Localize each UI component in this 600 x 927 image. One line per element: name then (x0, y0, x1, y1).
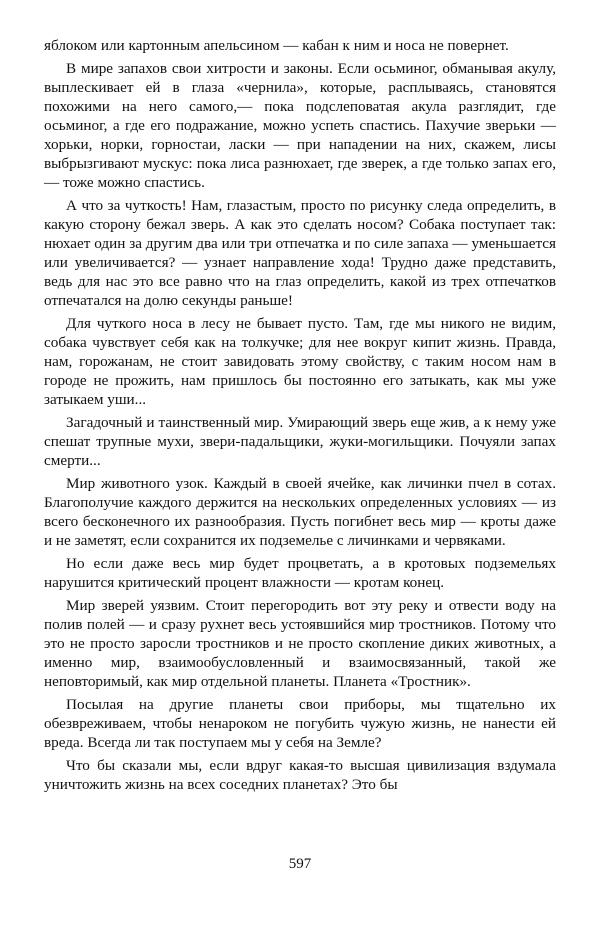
paragraph-8: Мир зверей уязвим. Стоит перегородить вот эту реку и отвести воду на полив полей — и сразу рухнет весь устоявшийся мир тростников. Потому что это не просто заросли тростников и не просто скопление диких животных, а именно мир, взаимообусловленный и взаимосвязанный, такой же неповторимый, как мир отдельной планеты. Планета «Тростник». (44, 597, 556, 690)
paragraph-4: Для чуткого носа в лесу не бывает пусто. Там, где мы никого не видим, собака чувствует себя как на толкучке; для нее вокруг кипит жизнь. Правда, нам, горожанам, не стоит завидовать этому свойству, с таким носом нам в городе не прожить, нам пришлось бы постоянно его затыкать, как мы уже затыкаем уши... (44, 315, 556, 408)
paragraph-7: Но если даже весь мир будет процветать, а в кротовых подземельях нарушится критический процент влажности — кротам конец. (44, 555, 556, 591)
paragraph-10: Что бы сказали мы, если вдруг какая-то высшая цивилизация вздумала уничтожить жизнь на всех соседних планетах? Это бы (44, 757, 556, 793)
paragraph-3: А что за чуткость! Нам, глазастым, просто по рисунку следа определить, в какую сторону бежал зверь. А как это сделать носом? Собака поступает так: нюхает один за другим два или три отпечатка и по силе запаха — уменьшается или увеличивается? — узнает направление хода! Трудно даже представить, ведь для нас это все равно что на глаз определить, какой из трех отпечатков отпечатался на долю секунды раньше! (44, 197, 556, 309)
paragraph-2: В мире запахов свои хитрости и законы. Если осьминог, обманывая акулу, выплескивает ей в глаза «чернила», которые, расплываясь, становятся похожими на него самого,— пока подслеповатая акула разглядит, где осьминог, а где его подражание, можно успеть спастись. Пахучие зверьки — хорьки, норки, горностаи, ласки — при нападении на них, скажем, лисы выбрызгивают мускус: пока лиса разнюхает, где зверек, а где только запах его,— тоже можно спастись. (44, 60, 556, 191)
paragraph-1: яблоком или картонным апельсином — кабан к ним и носа не повернет. (44, 37, 509, 54)
page-number: 597 (288, 856, 312, 872)
paragraph-9: Посылая на другие планеты свои приборы, мы тщательно их обезвреживаем, чтобы ненароком не погубить чужую жизнь, не нанести ей вреда. Всегда ли так поступаем мы у себя на Земле? (44, 696, 556, 751)
paragraph-5: Загадочный и таинственный мир. Умирающий зверь еще жив, а к нему уже спешат трупные мухи, звери-падальщики, жуки-могильщики. Почуяли запах смерти... (44, 414, 556, 469)
page-body (44, 36, 556, 798)
paragraph-6: Мир животного узок. Каждый в своей ячейке, как личинки пчел в сотах. Благополучие каждого держится на нескольких определенных условиях — из всего бесконечного их разнообразия. Пусть погибнет весь мир — кроты даже и не заметят, если сохранится их подземелье с личинками и червяками. (44, 475, 556, 549)
